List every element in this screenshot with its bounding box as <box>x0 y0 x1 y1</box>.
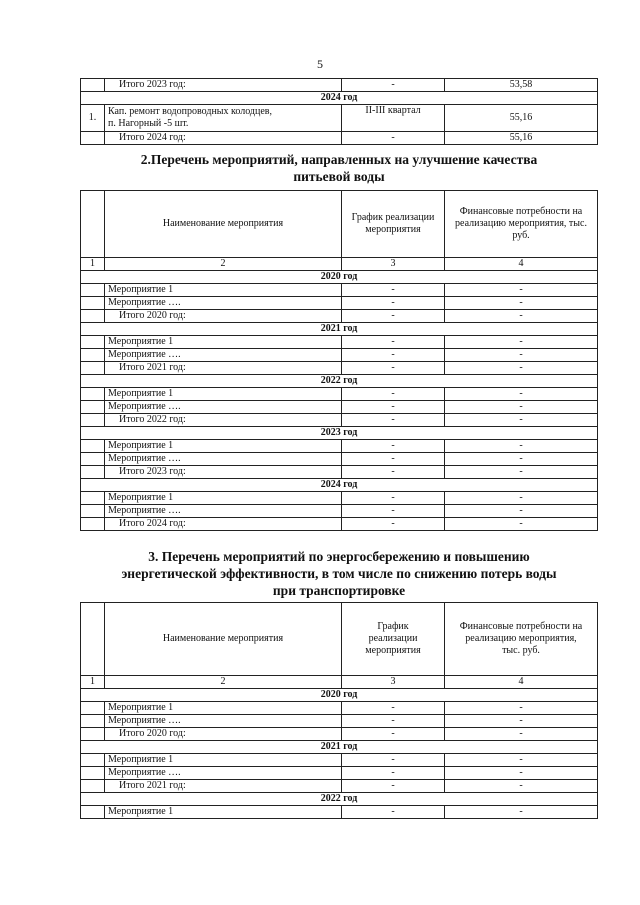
table-row <box>81 453 598 466</box>
total-label: Итого 2023 год: <box>105 466 342 479</box>
total-cost: 55,16 <box>445 132 598 145</box>
table-header-row <box>81 603 598 676</box>
header-name: Наименование мероприятия <box>105 191 342 258</box>
table-row <box>81 715 598 728</box>
year-header: 2024 год <box>81 479 598 492</box>
table-row <box>81 689 598 702</box>
table-row <box>81 479 598 492</box>
schedule: - <box>342 414 445 427</box>
cost: - <box>445 754 598 767</box>
activity-name: Мероприятие …. <box>105 453 342 466</box>
total-cost: - <box>445 414 598 427</box>
total-label: Итого 2023 год: <box>105 79 342 92</box>
activity-name: Мероприятие 1 <box>105 806 342 819</box>
schedule: - <box>342 505 445 518</box>
header-cost: Финансовые потребности на реализацию мероприятия, тыс. руб. <box>445 191 598 258</box>
cost: - <box>445 702 598 715</box>
column-numbers-row: 1 2 3 4 <box>81 676 598 689</box>
total-label: Итого 2022 год: <box>105 414 342 427</box>
schedule: - <box>342 388 445 401</box>
total-cost: 53,58 <box>445 79 598 92</box>
total-cost: - <box>445 310 598 323</box>
schedule: - <box>342 336 445 349</box>
cost: - <box>445 401 598 414</box>
table-row <box>81 284 598 297</box>
table-row <box>81 518 598 531</box>
table-row <box>81 728 598 741</box>
total-cost: - <box>445 466 598 479</box>
year-header: 2021 год <box>81 323 598 336</box>
schedule: - <box>342 767 445 780</box>
table-row <box>81 323 598 336</box>
total-cost: - <box>445 362 598 375</box>
total-label: Итого 2021 год: <box>105 780 342 793</box>
schedule: - <box>342 492 445 505</box>
table-row <box>81 297 598 310</box>
activity-name: Мероприятие …. <box>105 297 342 310</box>
activity-name: Мероприятие 1 <box>105 754 342 767</box>
section-2-title: 2.Перечень мероприятий, направленных на улучшение качества питьевой воды <box>140 152 538 184</box>
year-header: 2024 год <box>81 92 598 105</box>
table-row: Итого 2023 год: - 53,58 <box>81 79 598 92</box>
activity-name: Мероприятие …. <box>105 505 342 518</box>
table-row <box>81 492 598 505</box>
schedule: - <box>342 349 445 362</box>
table-row <box>81 440 598 453</box>
table-row <box>81 388 598 401</box>
activity-name: Мероприятие 1 <box>105 440 342 453</box>
cost: - <box>445 492 598 505</box>
header-schedule: График реализации мероприятия <box>342 603 445 676</box>
table-row <box>81 271 598 284</box>
table-row <box>81 349 598 362</box>
schedule: - <box>342 780 445 793</box>
schedule: - <box>342 310 445 323</box>
activity-name: Мероприятие 1 <box>105 388 342 401</box>
activity-name: Мероприятие 1 <box>105 336 342 349</box>
table-header-row <box>81 191 598 258</box>
schedule: - <box>342 466 445 479</box>
table-row <box>81 702 598 715</box>
total-cost: - <box>445 780 598 793</box>
total-label: Итого 2020 год: <box>105 310 342 323</box>
cost: - <box>445 297 598 310</box>
total-cost: - <box>445 728 598 741</box>
table-row <box>81 375 598 388</box>
schedule: - <box>342 284 445 297</box>
cost: - <box>445 349 598 362</box>
cost: - <box>445 715 598 728</box>
section-2-body <box>81 271 598 531</box>
table-row <box>81 767 598 780</box>
year-header: 2023 год <box>81 427 598 440</box>
cost: - <box>445 336 598 349</box>
total-label: Итого 2020 год: <box>105 728 342 741</box>
activity-name: Мероприятие …. <box>105 715 342 728</box>
schedule: - <box>342 401 445 414</box>
table-row: Мероприятие 1 - - <box>81 806 598 819</box>
cost: - <box>445 505 598 518</box>
schedule: II-III квартал <box>342 105 445 132</box>
column-numbers-row: 1 2 3 4 <box>81 258 598 271</box>
table-row <box>81 310 598 323</box>
year-header: 2020 год <box>81 271 598 284</box>
table-row <box>81 793 598 806</box>
table-row <box>81 105 598 132</box>
row-number: 1. <box>81 105 105 132</box>
activity-name: Мероприятие …. <box>105 349 342 362</box>
table-row <box>81 414 598 427</box>
schedule: - <box>342 728 445 741</box>
schedule: - <box>342 754 445 767</box>
year-header: 2020 год <box>81 689 598 702</box>
year-header: 2022 год <box>81 375 598 388</box>
total-label: Итого 2024 год: <box>105 132 342 145</box>
section-3-title: 3. Перечень мероприятий по энергосбережению и повышению энергетической эффективности, в том числе по снижению потерь воды при транспортировке <box>121 549 557 598</box>
table-row <box>81 466 598 479</box>
table-row <box>81 741 598 754</box>
section-3-body <box>81 689 598 793</box>
section-3-table <box>80 602 598 819</box>
year-header: 2021 год <box>81 741 598 754</box>
header-cost: Финансовые потребности на реализацию мероприятия, тыс. руб. <box>445 603 598 676</box>
cost: - <box>445 453 598 466</box>
activity-name: Мероприятие …. <box>105 767 342 780</box>
table-row <box>81 505 598 518</box>
cost: - <box>445 767 598 780</box>
total-label: Итого 2021 год: <box>105 362 342 375</box>
table-row <box>81 401 598 414</box>
schedule: - <box>342 362 445 375</box>
table-row <box>81 336 598 349</box>
activity-name: Мероприятие 1 <box>105 492 342 505</box>
cost: - <box>445 388 598 401</box>
activity-name: Кап. ремонт водопроводных колодцев, п. Нагорный -5 шт. <box>105 105 342 132</box>
table-row: Итого 2024 год: - 55,16 <box>81 132 598 145</box>
schedule: - <box>342 440 445 453</box>
table-row <box>81 362 598 375</box>
header-name: Наименование мероприятия <box>105 603 342 676</box>
schedule: - <box>342 297 445 310</box>
table-row <box>81 780 598 793</box>
cost: 55,16 <box>445 105 598 132</box>
table-row <box>81 754 598 767</box>
activity-name: Мероприятие 1 <box>105 284 342 297</box>
cost: - <box>445 440 598 453</box>
table-row <box>81 427 598 440</box>
header-schedule: График реализации мероприятия <box>342 191 445 258</box>
schedule: - <box>342 715 445 728</box>
activity-name: Мероприятие …. <box>105 401 342 414</box>
schedule: - <box>342 518 445 531</box>
table-row <box>81 92 598 105</box>
year-header: 2022 год <box>81 793 598 806</box>
activity-name: Мероприятие 1 <box>105 702 342 715</box>
schedule: - <box>342 702 445 715</box>
top-table <box>80 78 598 145</box>
total-cost: - <box>445 518 598 531</box>
section-2-table <box>80 190 598 531</box>
page-number: 5 <box>317 57 323 71</box>
cost: - <box>445 284 598 297</box>
total-label: Итого 2024 год: <box>105 518 342 531</box>
schedule: - <box>342 453 445 466</box>
